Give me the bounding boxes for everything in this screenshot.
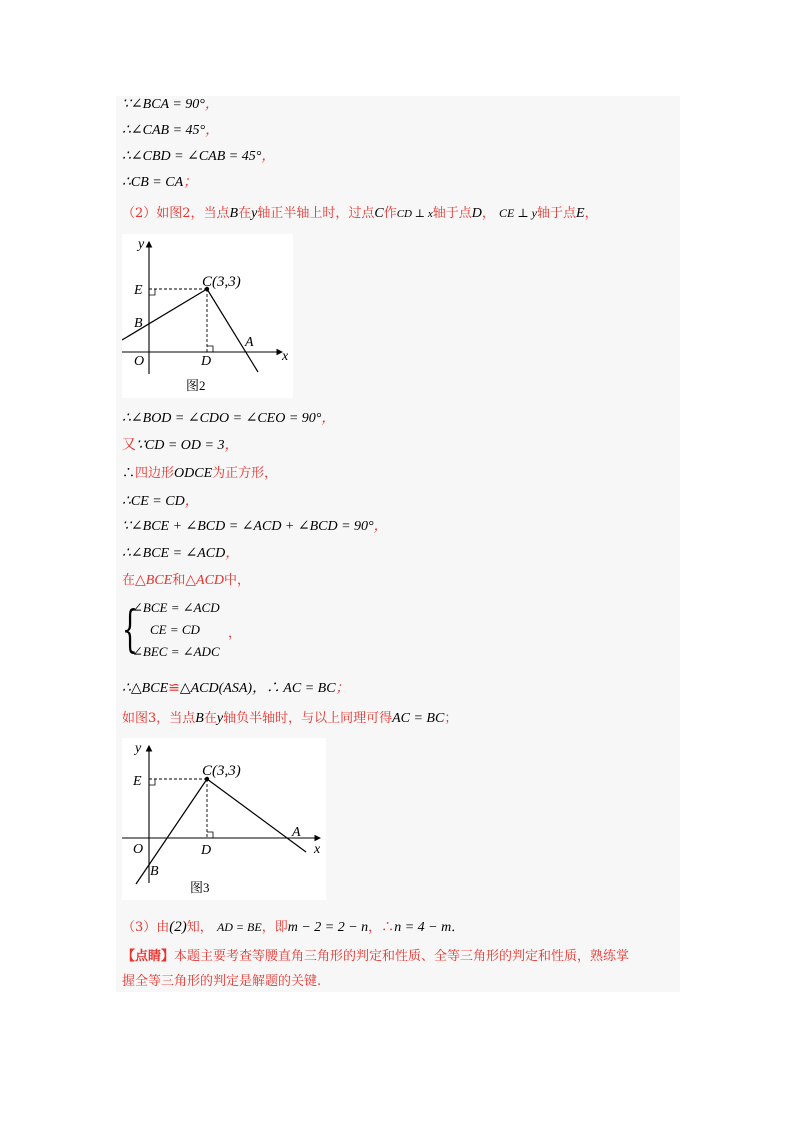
- segment-ca: [207, 779, 306, 852]
- label-e: E: [134, 283, 143, 298]
- right-angle-d: [207, 346, 213, 352]
- step-line: ∵∠BCA = 90°，: [122, 97, 219, 112]
- step-line: ∴∠BOD = ∠CDO = ∠CEO = 90°，: [122, 411, 336, 426]
- step-line: ∴四边形ODCE为正方形，: [122, 466, 278, 481]
- system-row: ∠BEC = ∠ADC: [132, 644, 220, 659]
- note-line-1: 【点睛】本题主要考查等腰直角三角形的判定和性质、全等三角形的判定和性质，熟练掌: [122, 949, 630, 964]
- label-c: C(3,3): [202, 274, 241, 290]
- label-b: B: [150, 864, 159, 879]
- system-tail: ，: [228, 626, 242, 641]
- segment-bc: [136, 779, 207, 884]
- step-line: ∵∠BCE + ∠BCD = ∠ACD + ∠BCD = 90°，: [122, 519, 388, 534]
- step-line: ∴∠CBD = ∠CAB = 45°，: [122, 149, 276, 164]
- right-angle-d: [207, 832, 213, 838]
- figure-2: [122, 234, 293, 398]
- step-line: ∴△BCE≌△ACD(ASA)，∴ AC = BC；: [122, 681, 350, 696]
- label-o: O: [133, 842, 144, 857]
- label-x: x: [282, 349, 289, 364]
- figure-2-svg: [122, 234, 293, 398]
- step-line: ∴CE = CD，: [122, 494, 199, 509]
- figure-3: [122, 738, 326, 900]
- segment-ca: [207, 289, 258, 372]
- label-y: y: [138, 237, 145, 252]
- note-line-2: 握全等三角形的判定是解题的关键.: [122, 974, 322, 989]
- label-b: B: [134, 316, 143, 331]
- label-x: x: [314, 842, 321, 857]
- part2-intro: （2）如图2，当点B在y轴正半轴上时，过点C作CD ⊥ x轴于点D， CE ⊥ y轴于点E，: [122, 206, 598, 221]
- step-line: ∴∠CAB = 45°，: [122, 123, 220, 138]
- step-line: 又∵CD = OD = 3，: [122, 438, 239, 453]
- label-d: D: [201, 354, 212, 369]
- label-a: A: [292, 825, 301, 840]
- step-line: 在△BCE和△ACD中，: [122, 573, 251, 588]
- label-a: A: [245, 335, 254, 350]
- step-line: 如图3，当点B在y轴负半轴时，与以上同理可得AC = BC；: [122, 711, 458, 726]
- label-y: y: [135, 741, 142, 756]
- figure-3-svg: [122, 738, 326, 900]
- label-c: C(3,3): [202, 763, 241, 779]
- brace-icon: {: [122, 600, 138, 658]
- system-row: ∠BCE = ∠ACD: [132, 600, 220, 615]
- step-line: ∴∠BCE = ∠ACD，: [122, 546, 240, 561]
- right-angle-e: [149, 779, 155, 785]
- system-row: CE = CD: [150, 622, 200, 637]
- figure-3-caption: 图3: [190, 880, 210, 895]
- part3-line: （3）由(2)知， AD = BE，即m − 2 = 2 − n，∴n = 4 − m．: [122, 919, 465, 935]
- label-d: D: [201, 843, 212, 858]
- step-line: ∴CB = CA；: [122, 175, 198, 190]
- label-o: O: [134, 354, 145, 369]
- figure-2-caption: 图2: [186, 378, 206, 393]
- right-angle-e: [149, 289, 155, 295]
- label-e: E: [133, 774, 142, 789]
- note-tag: 【点睛】: [122, 949, 175, 964]
